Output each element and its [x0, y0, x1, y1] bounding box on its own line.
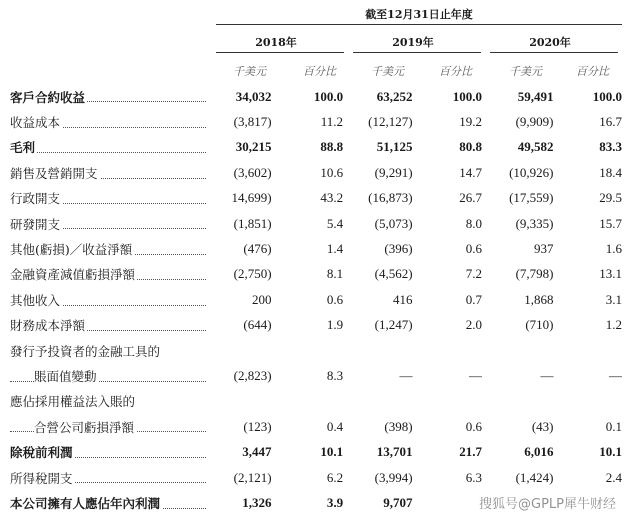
period-rule	[216, 24, 622, 25]
percent-cell: 29.5	[599, 190, 622, 206]
row-label: 毛利	[10, 140, 36, 156]
percent-cell: 6.3	[465, 469, 482, 485]
row-label-cell	[10, 211, 210, 236]
amount-cell: 13,701	[376, 444, 413, 460]
amount-cell: (4,562)	[374, 266, 413, 282]
amount-cell	[343, 389, 412, 414]
amount-cell: (9,909)	[515, 114, 554, 130]
unit-pct-2019: 百分比	[439, 65, 472, 78]
amount-cell: 200	[252, 291, 272, 307]
amount-cell	[343, 338, 412, 363]
table-row	[10, 262, 622, 287]
row-label-cell	[10, 414, 210, 439]
amount-cell: 9,707	[383, 494, 413, 510]
percent-cell: 8.1	[326, 266, 344, 282]
row-label-cell	[10, 313, 210, 338]
table-row	[10, 313, 622, 338]
amount-cell: (123)	[243, 418, 272, 434]
row-label-cell	[10, 363, 210, 388]
amount-cell	[482, 338, 554, 363]
unit-amount-2018: 千美元	[233, 65, 266, 78]
row-label: 客戶合約收益	[10, 89, 86, 105]
amount-cell: 63,252	[376, 88, 413, 104]
amount-cell: (476)	[243, 241, 272, 257]
row-label: 金融資產減值虧損淨額	[10, 267, 136, 283]
unit-amount-2019: 千美元	[371, 65, 404, 78]
percent-cell: 5.4	[326, 215, 344, 231]
year-2020-header: 2020年	[529, 36, 571, 49]
amount-cell	[210, 389, 271, 414]
row-label: 應佔採用權益法入賬的	[10, 394, 136, 410]
percent-cell	[272, 389, 344, 414]
amount-cell: (10,926)	[509, 164, 554, 180]
percent-cell: 80.8	[459, 139, 482, 155]
amount-cell: —	[399, 367, 413, 383]
year-2018-header: 2018年	[255, 36, 297, 49]
row-label: 財務成本淨額	[10, 318, 86, 334]
row-label-cell	[10, 160, 210, 185]
amount-cell: (12,127)	[368, 114, 413, 130]
row-label: 行政開支	[10, 191, 61, 207]
table-row	[10, 211, 622, 236]
percent-cell: 88.8	[320, 139, 344, 155]
amount-cell: (396)	[384, 241, 413, 257]
percent-cell: 1.2	[605, 317, 622, 333]
percent-cell: 26.7	[459, 190, 482, 206]
amount-cell: 937	[534, 241, 554, 257]
percent-cell: —	[609, 367, 622, 383]
row-label: 發行予投資者的金融工具的	[10, 343, 161, 359]
amount-cell: 49,582	[517, 139, 554, 155]
amount-cell: (17,559)	[509, 190, 554, 206]
row-label-cell	[10, 389, 210, 414]
amount-cell: (1,247)	[374, 317, 413, 333]
amount-cell	[482, 389, 554, 414]
percent-cell: 1.4	[326, 241, 344, 257]
dot-leader	[10, 152, 206, 153]
row-label-cell	[10, 262, 210, 287]
percent-cell: 2.0	[465, 317, 482, 333]
income-statement-table	[10, 84, 622, 516]
row-label-cell	[10, 109, 210, 134]
table-row	[10, 160, 622, 185]
year-2019-rule	[353, 52, 481, 53]
percent-cell: 2.4	[605, 469, 622, 485]
row-label-cell	[10, 84, 210, 109]
percent-cell: 0.4	[326, 418, 344, 434]
percent-cell: 43.2	[320, 190, 344, 206]
amount-cell: 1,868	[524, 291, 554, 307]
row-label: 所得稅開支	[10, 470, 73, 486]
unit-pct-2020: 百分比	[576, 65, 609, 78]
percent-cell: 6.2	[326, 469, 344, 485]
amount-cell: 59,491	[517, 88, 554, 104]
amount-cell: (2,750)	[233, 266, 272, 282]
row-label-cell	[10, 439, 210, 464]
table-row	[10, 338, 622, 363]
row-label: 合營公司虧損淨額	[34, 419, 135, 435]
row-label: 賬面值變動	[34, 368, 97, 384]
row-label-cell	[10, 465, 210, 490]
percent-cell: 3.1	[605, 291, 622, 307]
percent-cell	[413, 389, 482, 414]
amount-cell: (9,291)	[374, 164, 413, 180]
percent-cell: 21.7	[459, 444, 482, 460]
amount-cell: (2,823)	[233, 367, 272, 383]
amount-cell	[210, 338, 271, 363]
percent-cell: 83.3	[599, 139, 622, 155]
percent-cell	[554, 338, 622, 363]
percent-cell: 8.0	[465, 215, 482, 231]
amount-cell: 1,326	[242, 494, 272, 510]
amount-cell: 6,016	[524, 444, 554, 460]
percent-cell: 14.7	[459, 164, 482, 180]
amount-cell: 3,447	[242, 444, 272, 460]
percent-cell: 15.7	[599, 215, 622, 231]
percent-cell: 0.7	[465, 291, 482, 307]
percent-cell: 19.2	[459, 114, 482, 130]
amount-cell: (1,851)	[233, 215, 272, 231]
amount-cell: (43)	[531, 418, 554, 434]
percent-cell: —	[469, 367, 482, 383]
amount-cell: 30,215	[235, 139, 272, 155]
row-label-cell	[10, 236, 210, 261]
row-label: 本公司擁有人應佔年內利潤	[10, 495, 161, 511]
amount-cell: (3,602)	[233, 164, 272, 180]
unit-pct-2018: 百分比	[303, 65, 336, 78]
amount-cell: (3,817)	[233, 114, 272, 130]
percent-cell: 0.6	[465, 241, 482, 257]
unit-amount-2020: 千美元	[509, 65, 542, 78]
amount-cell: (9,335)	[515, 215, 554, 231]
amount-cell: (398)	[384, 418, 413, 434]
percent-cell: 8.3	[326, 367, 344, 383]
percent-cell: 0.1	[605, 418, 622, 434]
percent-cell: 18.4	[599, 164, 622, 180]
row-label-cell	[10, 186, 210, 211]
amount-cell: —	[540, 367, 554, 383]
row-label-cell	[10, 135, 210, 160]
percent-cell: 10.1	[320, 444, 344, 460]
percent-cell: 1.6	[605, 241, 622, 257]
year-2020-rule	[490, 52, 618, 53]
percent-cell: 13.1	[599, 266, 622, 282]
percent-cell: 100.0	[313, 88, 344, 104]
percent-cell: 0.6	[465, 418, 482, 434]
table-row	[10, 389, 622, 414]
table-row	[10, 236, 622, 261]
percent-cell: 100.0	[452, 88, 482, 104]
percent-cell	[413, 490, 482, 515]
row-label: 其他(虧損)／收益淨額	[10, 242, 133, 258]
table-row	[10, 363, 622, 388]
percent-cell: 16.7	[599, 114, 622, 130]
percent-cell: 10.6	[320, 164, 344, 180]
row-label: 除稅前利潤	[10, 445, 73, 461]
amount-cell: (1,424)	[515, 469, 554, 485]
table-row	[10, 135, 622, 160]
row-label: 收益成本	[10, 115, 61, 131]
percent-cell: 1.9	[326, 317, 344, 333]
amount-cell: 34,032	[235, 88, 272, 104]
amount-cell: (5,073)	[374, 215, 413, 231]
amount-cell: (2,121)	[233, 469, 272, 485]
year-2018-rule	[216, 52, 344, 53]
watermark: 搜狐号@GPLP犀牛财经	[479, 497, 616, 512]
percent-cell: 10.1	[599, 444, 622, 460]
percent-cell: 11.2	[320, 114, 344, 130]
percent-cell: 0.6	[326, 291, 344, 307]
table-row	[10, 465, 622, 490]
amount-cell: (7,798)	[515, 266, 554, 282]
row-label-cell	[10, 490, 210, 515]
row-label-cell	[10, 338, 210, 363]
table-row	[10, 109, 622, 134]
row-label: 其他收入	[10, 292, 61, 308]
period-title: 截至12月31日止年度	[365, 8, 473, 21]
amount-cell: (644)	[243, 317, 272, 333]
percent-cell: 7.2	[465, 266, 482, 282]
year-2019-header: 2019年	[392, 36, 434, 49]
amount-cell: (16,873)	[368, 190, 413, 206]
amount-cell: 51,125	[376, 139, 413, 155]
percent-cell	[554, 389, 622, 414]
row-label: 研發開支	[10, 216, 61, 232]
table-row	[10, 186, 622, 211]
percent-cell	[413, 338, 482, 363]
table-row	[10, 84, 622, 109]
row-label-cell	[10, 287, 210, 312]
percent-cell: 3.9	[326, 494, 344, 510]
table-row	[10, 439, 622, 464]
row-label: 銷售及營銷開支	[10, 165, 98, 181]
percent-cell	[272, 338, 344, 363]
table-row	[10, 414, 622, 439]
amount-cell: (710)	[525, 317, 554, 333]
amount-cell: 14,699)	[231, 190, 272, 206]
amount-cell: (3,994)	[374, 469, 413, 485]
table-row	[10, 287, 622, 312]
amount-cell: 416	[393, 291, 413, 307]
percent-cell: 100.0	[592, 88, 622, 104]
